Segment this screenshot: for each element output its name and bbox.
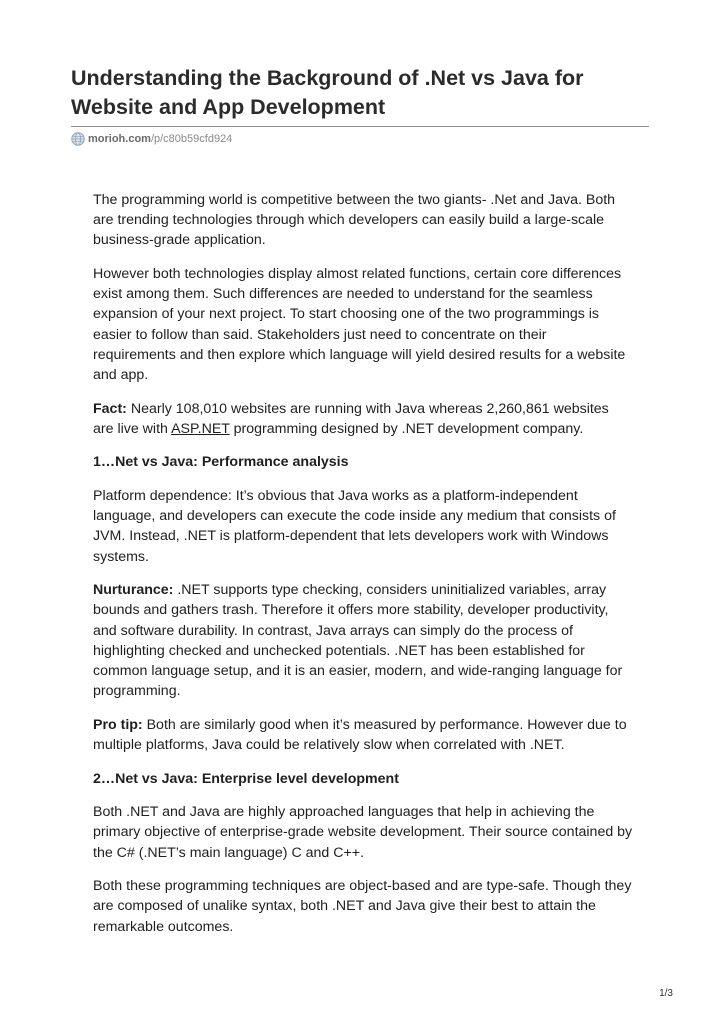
paragraph-intro: The programming world is competitive between the two giants- .Net and Java. Both are trending technologies through which developers can easily build a large-scale business-grade application. [93, 192, 616, 249]
section-heading-performance: 1…Net vs Java: Performance analysis [93, 454, 349, 471]
paragraph-nurturance [93, 580, 633, 701]
pro-tip-label: Pro tip: [93, 716, 143, 733]
paragraph-pro-tip [93, 715, 633, 755]
paragraph-enterprise: Both .NET and Java are highly approached languages that help in achieving the primary objective of enterprise-grade website development. Their source contained by the C# (.NET’s main language) C and C++. [93, 804, 633, 861]
fact-text-before: Nearly 108,010 websites are running with Java whereas 2,260,861 websites are live with [93, 400, 609, 437]
title-divider [71, 126, 649, 127]
paragraph-object-based: Both these programming techniques are object-based and are type-safe. Though they are composed of unalike syntax, both .NET and Java give their best to attain the remarkable outcomes. [93, 878, 632, 935]
paragraph-differences: However both technologies display almost related functions, certain core differences exist among them. Such differences are needed to understand for the seamless expansion of your next project. To start choosing one of the two programmings is easier to follow than said. Stakeholders just need to concentrate on their requirements and then explore which language will yield desired results for a website and app. [93, 266, 626, 384]
source-link[interactable] [71, 131, 232, 147]
fact-text-after: programming designed by .NET development company. [229, 420, 584, 437]
section-heading-enterprise: 2…Net vs Java: Enterprise level development [93, 770, 399, 787]
page-title: Understanding the Background of .Net vs Java for Website and App Development [71, 66, 584, 119]
aspnet-link[interactable]: ASP.NET [171, 420, 230, 437]
globe-icon [71, 132, 85, 146]
nurturance-text: .NET supports type checking, considers uninitialized variables, array bounds and gathers trash. Therefore it offers more stability, developer productivity, and software durability. In contrast, Java arrays can simply do the process of highlighting checked and unchecked potentials. .NET has been established for common language setup, and it is an easier, modern, and wide-ranging language for programming. [93, 582, 623, 700]
nurturance-label: Nurturance: [93, 582, 174, 599]
article-body [93, 190, 633, 950]
page-number: 1/3 [659, 988, 673, 999]
source-path: /p/c80b59cfd924 [150, 133, 233, 145]
pro-tip-text: Both are similarly good when it’s measured by performance. However due to multiple platforms, Java could be relatively slow when correlated with .NET. [93, 716, 627, 754]
fact-label: Fact: [93, 400, 127, 417]
paragraph-fact [93, 399, 633, 439]
source-domain: morioh.com [88, 133, 151, 145]
paragraph-platform-dependence: Platform dependence: It’s obvious that Java works as a platform-independent language, and developers can execute the code inside any medium that consists of JVM. Instead, .NET is platform-dependent that lets developers work with Windows systems. [93, 488, 616, 565]
